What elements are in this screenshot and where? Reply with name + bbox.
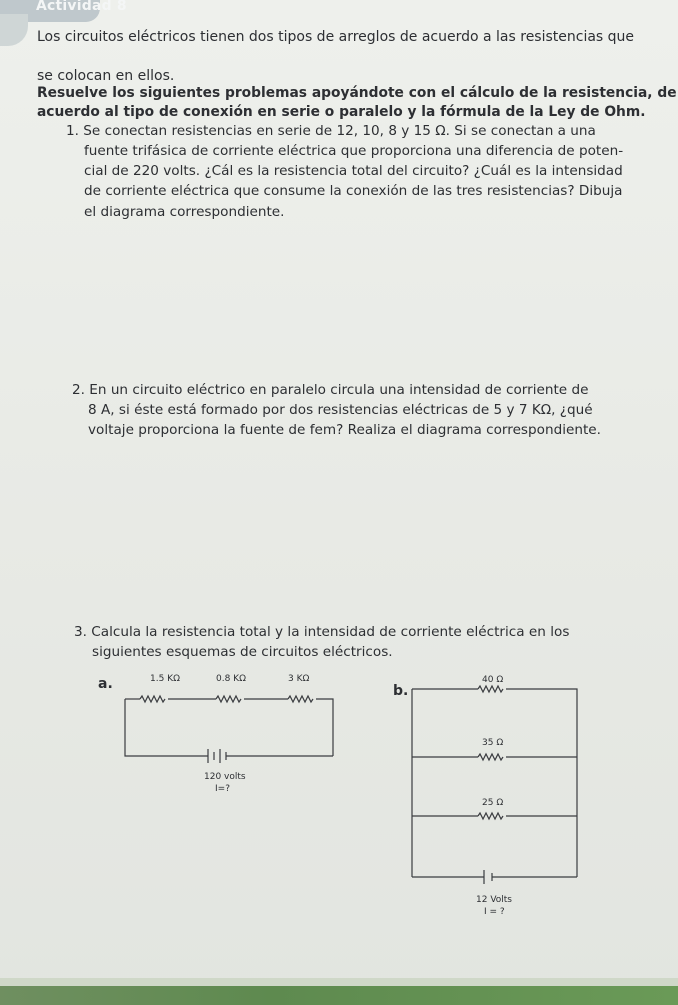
- problem-1-line-3: cial de 220 volts. ¿Cál es la resistencia total del circuito? ¿Cuál es la intensidad: [84, 163, 623, 179]
- circuit-b-r2-label: 35 Ω: [482, 738, 504, 748]
- intro-line-1: Los circuitos eléctricos tienen dos tipos de arreglos de acuerdo a las resistencias que: [37, 29, 635, 45]
- circuit-a-r3-label: 3 KΩ: [288, 674, 310, 684]
- problem-1-line-4: de corriente eléctrica que consume la conexión de las tres resistencias? Dibuja: [84, 183, 623, 199]
- circuit-b-letter: b.: [393, 683, 409, 699]
- circuit-a-voltage-label: 120 volts: [204, 772, 246, 782]
- circuit-b-r2-zigzag: [478, 754, 503, 760]
- circuit-b-current-label: I = ?: [484, 907, 505, 917]
- circuit-a-r3-zigzag: [288, 696, 313, 702]
- instruction-line-1: Resuelve los siguientes problemas apoyándote con el cálculo de la resistencia, de: [37, 85, 677, 101]
- circuit-a-r1-label: 1.5 KΩ: [150, 674, 180, 684]
- circuit-b-r3-zigzag: [478, 813, 503, 819]
- problem-1-line-5: el diagrama correspondiente.: [84, 204, 285, 220]
- problem-3-line-2: siguientes esquemas de circuitos eléctricos.: [92, 644, 393, 660]
- problem-1-line-2: fuente trifásica de corriente eléctrica que proporciona una diferencia de poten-: [84, 143, 624, 159]
- background-surface: [0, 986, 678, 1005]
- problem-3-line-1: 3. Calcula la resistencia total y la intensidad de corriente eléctrica en los: [74, 624, 570, 640]
- circuit-b-battery: [484, 870, 492, 884]
- circuit-b-r1-zigzag: [478, 686, 503, 692]
- circuit-a-diagram: [125, 696, 333, 763]
- instruction-line-2: acuerdo al tipo de conexión en serie o paralelo y la fórmula de la Ley de Ohm.: [37, 104, 646, 120]
- circuit-a-r1-zigzag: [140, 696, 165, 702]
- problem-1-line-1: 1. Se conectan resistencias en serie de 12, 10, 8 y 15 Ω. Si se conectan a una: [66, 123, 596, 139]
- intro-line-2: se colocan en ellos.: [37, 68, 175, 84]
- circuit-a-battery: [208, 749, 226, 763]
- problem-2-line-3: voltaje proporciona la fuente de fem? Realiza el diagrama correspondiente.: [88, 422, 601, 438]
- circuit-a-current-label: I=?: [215, 784, 230, 794]
- problem-2-line-1: 2. En un circuito eléctrico en paralelo circula una intensidad de corriente de: [72, 382, 589, 398]
- problem-2-line-2: 8 A, si éste está formado por dos resistencias eléctricas de 5 y 7 KΩ, ¿qué: [88, 402, 593, 418]
- circuit-b-diagram: [412, 686, 577, 884]
- circuit-b-voltage-label: 12 Volts: [476, 895, 512, 905]
- circuit-a-letter: a.: [98, 676, 113, 692]
- circuit-a-r2-label: 0.8 KΩ: [216, 674, 246, 684]
- circuit-b-r1-label: 40 Ω: [482, 675, 504, 685]
- activity-title: Actividad 8: [36, 0, 127, 14]
- circuit-b-r3-label: 25 Ω: [482, 798, 504, 808]
- circuit-a-r2-zigzag: [216, 696, 241, 702]
